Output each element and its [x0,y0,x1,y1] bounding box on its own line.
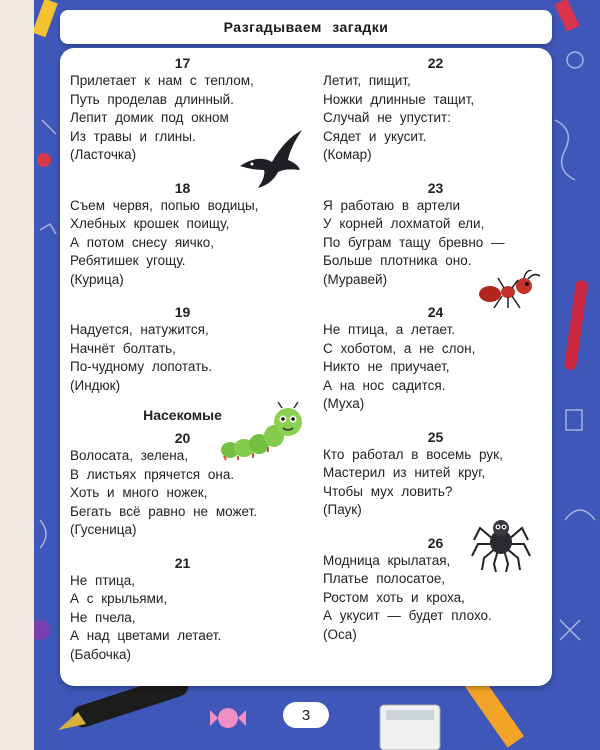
swallow-icon [238,126,304,190]
riddle-number: 22 [427,55,444,71]
riddle-19 [70,303,295,395]
riddle-line: Хлебных крошек поищу, [70,216,230,231]
riddle-answer: (Индюк) [70,377,121,393]
ant-icon [478,270,542,310]
riddle-line: Ростом хоть и кроха, [323,589,465,605]
riddle-line: Из травы и глины. [70,128,196,144]
riddle-answer: (Оса) [323,626,357,642]
riddle-line: Прилетает к нам с теплом, [70,73,254,88]
section-title: Насекомые [143,407,222,423]
riddle-line: Начнёт болтать, [70,340,176,356]
riddle-answer: (Паук) [323,502,362,517]
riddle-22 [323,54,548,165]
riddle-line: А на нос садится. [323,377,446,393]
riddle-line: А укусит — будет плохо. [323,608,492,623]
riddle-line: Кто работал в восемь рук, [323,446,503,462]
spider-icon [470,510,532,572]
riddle-number: 25 [427,428,444,445]
page-header [60,10,552,44]
riddle-line: Модница крылатая, [323,552,451,568]
candy-icon [210,708,246,728]
riddle-line: Чтобы мух ловить? [323,483,453,499]
riddle-18 [70,179,295,290]
riddle-line: Больше плотника оно. [323,253,472,268]
riddle-answer: (Комар) [323,147,372,162]
riddle-line: Ножки длинные тащит, [323,91,475,107]
riddle-number: 17 [174,55,191,71]
riddle-number: 24 [427,304,444,320]
riddle-answer: (Ласточка) [70,147,137,162]
calculator-icon [380,705,440,750]
riddle-line: А с крыльями, [70,591,168,606]
page-number: 3 [283,702,329,728]
riddle-answer: (Гусеница) [70,522,137,537]
riddle-line: Путь проделав длинный. [70,91,234,107]
riddle-line: В листьях прячется она. [70,466,235,482]
pencil-icon [32,0,57,37]
riddles-card [60,48,552,686]
riddle-number: 19 [174,304,191,320]
riddle-number: 26 [427,534,444,551]
riddle-number: 18 [174,179,191,196]
riddle-21 [70,554,295,665]
riddle-line: Не птица, а летает. [323,322,456,337]
riddle-number: 23 [427,179,444,196]
riddle-answer: (Муха) [323,396,365,411]
riddle-answer: (Муравей) [323,271,388,287]
riddle-24 [323,303,548,414]
riddle-line: С хоботом, а не слон, [323,340,476,356]
riddle-line: По-чудному лопотать. [70,359,213,374]
book-binding-strip [0,0,34,750]
riddle-line: Я работаю в артели [323,197,461,213]
riddle-line: Сядет и укусит. [323,128,427,144]
riddle-line: Бегать всё равно не может. [70,503,257,519]
riddle-line: Платье полосатое, [323,571,446,586]
riddle-line: Летит, пищит, [323,73,411,88]
riddle-line: Мастерил из нитей круг, [323,465,486,480]
riddle-line: Никто не приучает, [323,359,450,374]
riddle-line: У корней лохматой ели, [323,216,485,231]
riddle-line: Волосата, зелена, [70,448,188,463]
riddle-line: Съем червя, попью водицы, [70,197,259,213]
riddle-answer: (Курица) [70,271,124,287]
caterpillar-icon [220,400,304,462]
riddle-25 [323,428,548,520]
riddle-line: Надуется, натужится, [70,322,209,337]
riddle-line: А потом снесу яичко, [70,234,215,250]
riddle-line: Не пчела, [70,609,136,625]
riddle-line: Лепит домик под окном [70,110,229,125]
riddle-line: По буграм тащу бревно — [323,234,505,250]
riddle-line: Хоть и много ножек, [70,485,208,500]
riddle-answer: (Бабочка) [70,646,132,662]
riddle-line: А над цветами летает. [70,628,222,643]
page-title: Разгадываем загадки [223,19,389,35]
riddle-line: Ребятишек угощу. [70,253,186,268]
riddle-number: 20 [174,430,191,446]
riddle-line: Не птица, [70,572,136,588]
riddle-number: 21 [174,554,191,571]
riddle-line: Случай не упустит: [323,110,451,125]
